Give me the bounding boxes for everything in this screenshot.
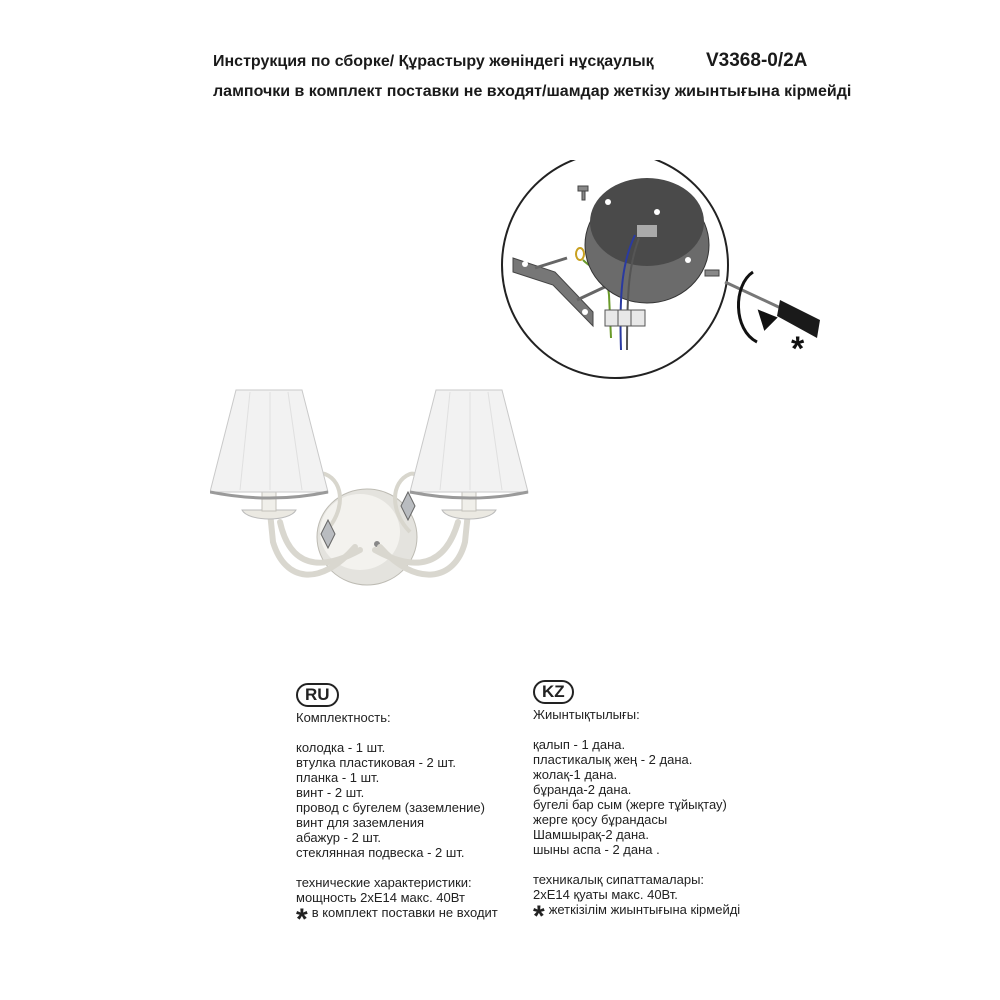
kz-item: бұранда-2 дана. xyxy=(533,782,632,797)
ru-badge: RU xyxy=(296,683,339,707)
assembly-diagram xyxy=(495,160,830,385)
canopy-plate xyxy=(585,178,709,303)
document-subtitle: лампочки в комплект поставки не входят/шамдар жеткізу жиынтығына кірмейді xyxy=(213,83,852,100)
rotation-arrow-icon xyxy=(738,272,775,342)
asterisk-icon: * xyxy=(296,902,308,936)
kz-heading: Жиынтықтылығы: xyxy=(533,707,640,722)
ru-item: винт - 2 шт. xyxy=(296,785,365,800)
document-title: Инструкция по сборке/ Құрастыру жөніндегі нұсқаулық xyxy=(213,53,654,70)
asterisk-icon: * xyxy=(533,899,545,933)
model-number: V3368-0/2A xyxy=(706,50,808,71)
diagram-asterisk: * xyxy=(791,330,805,368)
ru-specs: мощность 2хЕ14 макс. 40Вт xyxy=(296,890,465,905)
kz-item: жолақ-1 дана. xyxy=(533,767,618,782)
ru-item: втулка пластиковая - 2 шт. xyxy=(296,755,456,770)
kz-column xyxy=(533,680,741,933)
ru-item: винт для заземления xyxy=(296,815,425,830)
kz-specs-heading: техникалық сипаттамалары: xyxy=(533,872,705,887)
ru-heading: Комплектность: xyxy=(296,710,391,725)
ru-note xyxy=(296,902,498,936)
lamp-shades xyxy=(210,390,528,498)
ru-item: абажур - 2 шт. xyxy=(296,830,381,845)
kz-item: жерге қосу бұрандасы xyxy=(533,812,668,827)
kz-specs: 2хЕ14 қуаты макс. 40Вт. xyxy=(533,887,678,902)
ru-specs-heading: технические характеристики: xyxy=(296,875,472,890)
kz-item: шыны аспа - 2 дана . xyxy=(533,842,660,857)
kz-badge: KZ xyxy=(533,680,574,704)
kz-note xyxy=(533,899,741,933)
ru-note-text: в комплект поставки не входит xyxy=(311,905,498,920)
ru-item: провод с бугелем (заземление) xyxy=(296,800,485,815)
ru-column xyxy=(296,683,498,936)
sconce-illustration xyxy=(210,382,530,597)
kz-item: Шамшырақ-2 дана. xyxy=(533,827,650,842)
terminal-block xyxy=(605,310,645,326)
ru-item: планка - 1 шт. xyxy=(296,770,380,785)
kz-item: қалып - 1 дана. xyxy=(533,737,626,752)
ru-item: стеклянная подвеска - 2 шт. xyxy=(296,845,465,860)
kz-note-text: жеткізілім жиынтығына кірмейді xyxy=(548,902,741,917)
ru-item: колодка - 1 шт. xyxy=(296,740,386,755)
kz-item: пластикалық жең - 2 дана. xyxy=(533,752,693,767)
kz-item: бугелі бар сым (жерге тұйықтау) xyxy=(533,797,727,812)
